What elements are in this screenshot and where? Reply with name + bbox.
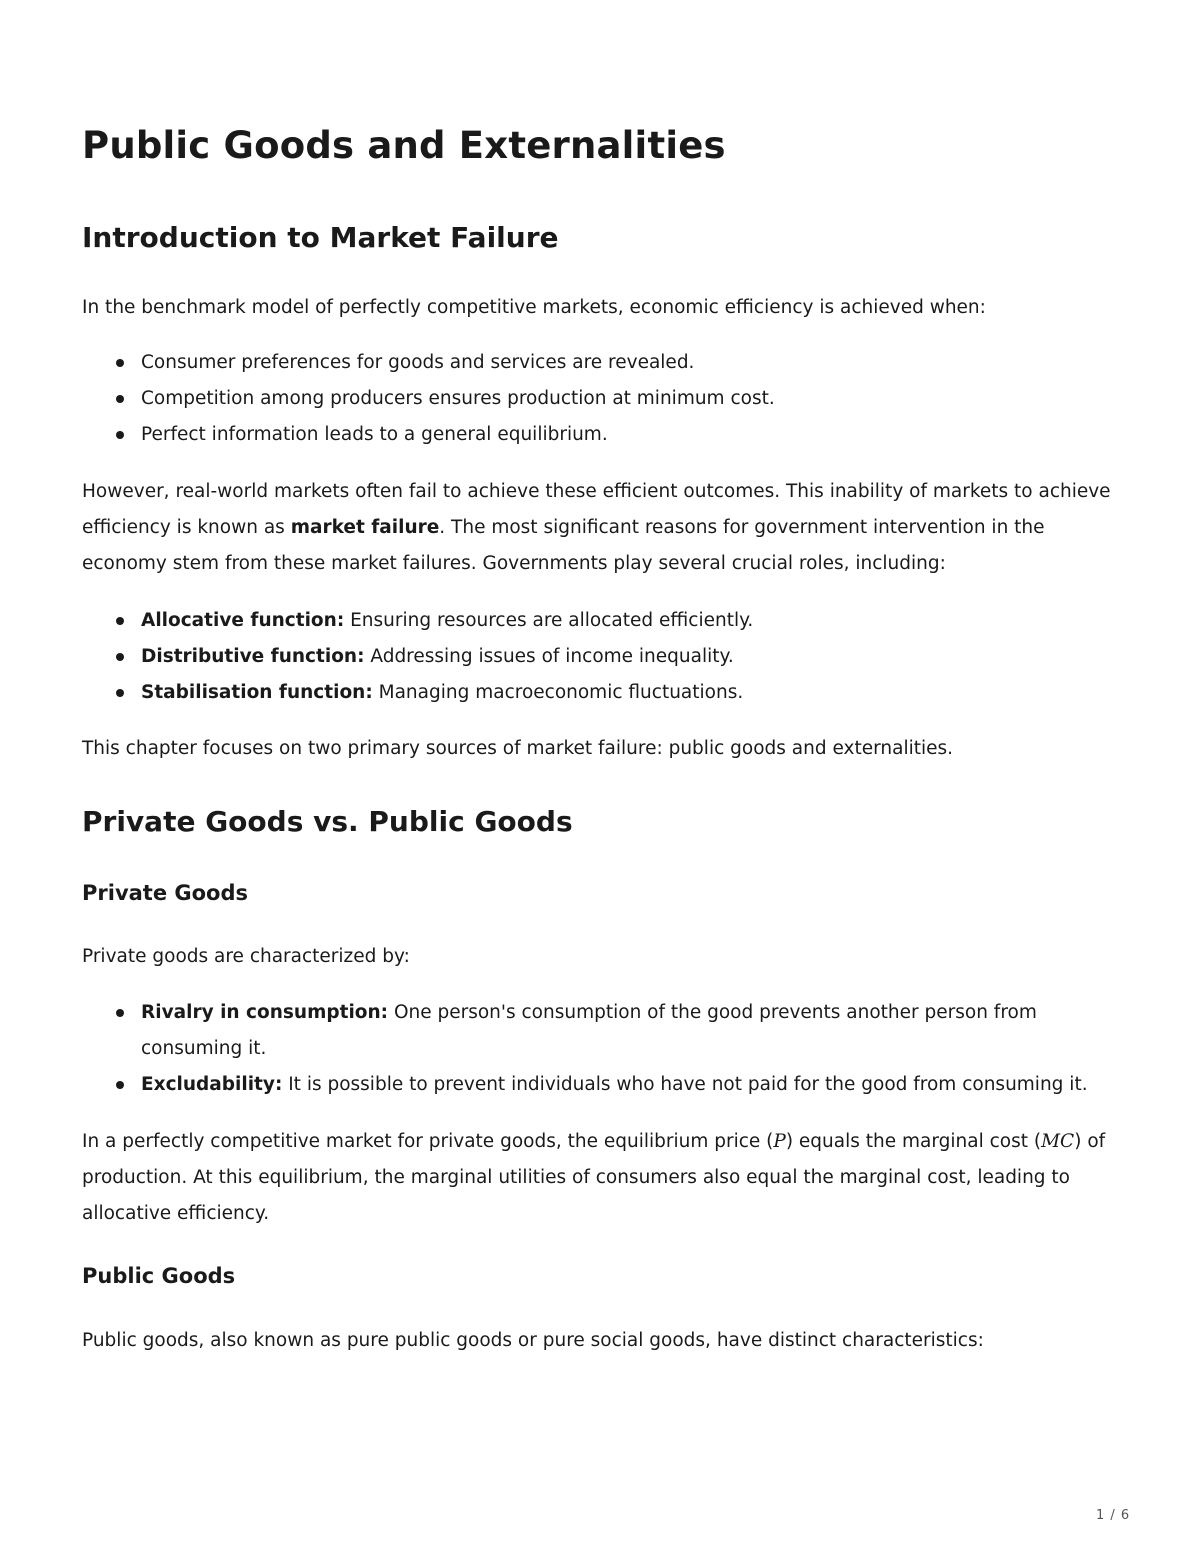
page-number: 1 / 6	[1096, 1508, 1131, 1523]
document-title: Public Goods and Externalities	[82, 124, 726, 167]
list-item: Excludability: It is possible to prevent individuals who have not paid for the good from consuming it.	[82, 1067, 1122, 1103]
market-failure-paragraph: However, real-world markets often fail to achieve these efficient outcomes. This inability of markets to achieve efficiency is known as market failure. The most significant reasons for government intervention in the economy stem from these market failures. Governments play several crucial roles, including:	[82, 481, 1111, 574]
government-functions-list	[82, 603, 1122, 711]
bullet-icon	[116, 617, 124, 625]
intro-lead-paragraph: In the benchmark model of perfectly competitive markets, economic efficiency is achieved when:	[82, 297, 986, 318]
subsection-heading-public-goods: Public Goods	[82, 1264, 236, 1288]
market-failure-term: market failure	[290, 517, 440, 538]
private-goods-lead: Private goods are characterized by:	[82, 946, 410, 967]
bullet-icon	[116, 689, 124, 697]
list-item: Rivalry in consumption: One person's consumption of the good prevents another person from consuming it.	[82, 995, 1122, 1067]
bullet-icon	[116, 1081, 124, 1089]
subsection-heading-private-goods: Private Goods	[82, 881, 249, 905]
list-item: Stabilisation function: Managing macroeconomic fluctuations.	[82, 675, 1122, 711]
equilibrium-paragraph: In a perfectly competitive market for private goods, the equilibrium price (P) equals the marginal cost (MC) of production. At this equilibrium, the marginal utilities of consumers also equal the marginal cost, leading to allocative efficiency.	[82, 1131, 1106, 1224]
private-goods-traits-list	[82, 995, 1122, 1103]
bullet-icon	[116, 395, 124, 403]
bullet-icon	[116, 653, 124, 661]
section-heading-market-failure: Introduction to Market Failure	[82, 221, 559, 254]
chapter-focus-paragraph: This chapter focuses on two primary sources of market failure: public goods and externalities.	[82, 738, 954, 759]
section-heading-private-vs-public: Private Goods vs. Public Goods	[82, 805, 573, 838]
public-goods-lead: Public goods, also known as pure public goods or pure social goods, have distinct characteristics:	[82, 1330, 984, 1351]
list-item: Distributive function: Addressing issues of income inequality.	[82, 639, 1122, 675]
list-item: Allocative function: Ensuring resources are allocated efficiently.	[82, 603, 1122, 639]
marginal-cost-symbol: MC	[1041, 1131, 1075, 1152]
price-symbol: P	[773, 1131, 786, 1152]
list-item: Competition among producers ensures production at minimum cost.	[82, 381, 1122, 417]
list-item: Consumer preferences for goods and services are revealed.	[82, 345, 1122, 381]
list-item: Perfect information leads to a general equilibrium.	[82, 417, 1122, 453]
efficiency-conditions-list	[82, 345, 1122, 453]
bullet-icon	[116, 431, 124, 439]
bullet-icon	[116, 1009, 124, 1017]
bullet-icon	[116, 359, 124, 367]
